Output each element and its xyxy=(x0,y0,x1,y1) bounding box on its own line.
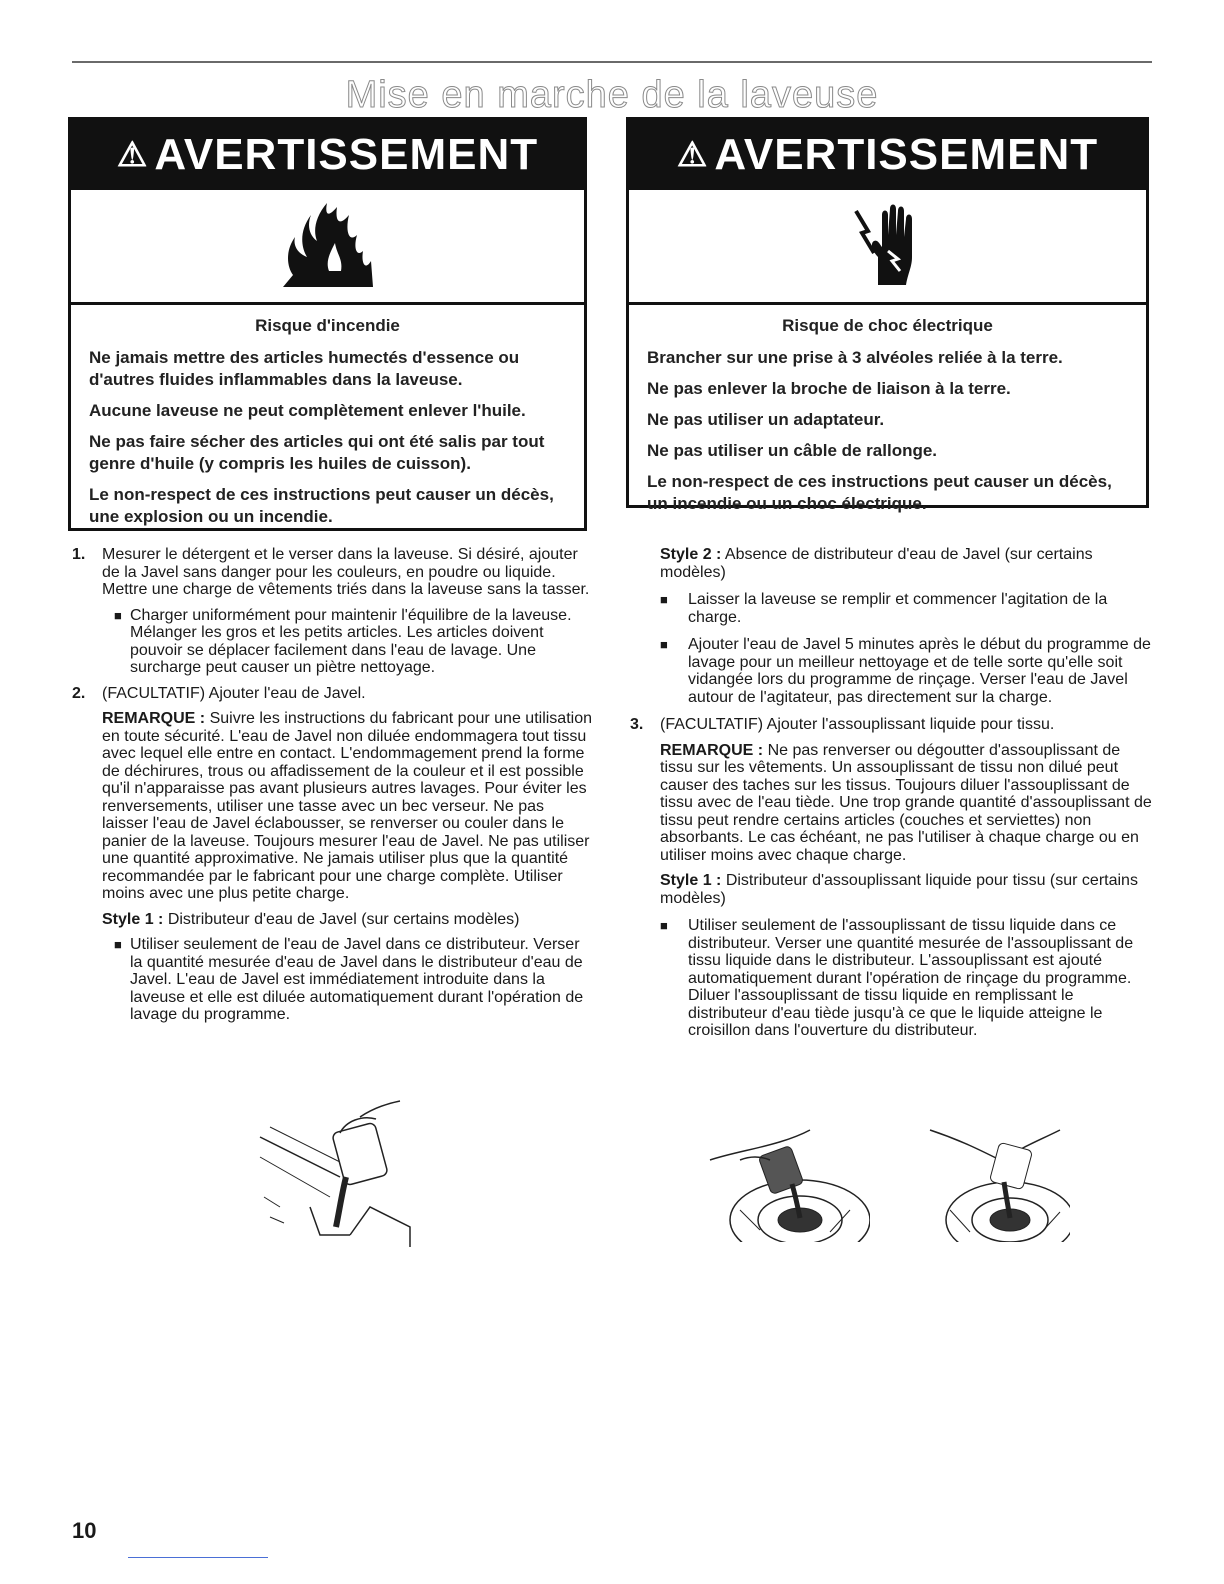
bullet-icon: ■ xyxy=(660,918,668,933)
bleach-dispenser-illustration xyxy=(250,1097,420,1247)
step-number: 3. xyxy=(630,716,644,733)
softener-dispenser-illustration-1 xyxy=(700,1120,870,1242)
bullet-text: Utiliser seulement de l'assouplissant de tissu liquide dans ce distributeur. Verser une quantité mesurée de l'assouplissant de tissu liquide dans le distributeur. L'assouplissant est ajouté automatiquement durant l'opération de rinçage du programme. Diluer l'assouplissant de tissu liquide en remplissant le distributeur d'eau tiède jusqu'à ce que le liquide atteigne le croisillon dans l'ouverture du distributeur. xyxy=(688,917,1134,1039)
style-label: Style 1 : xyxy=(102,910,164,928)
bullet-icon: ■ xyxy=(660,637,668,652)
page-number: 10 xyxy=(72,1518,97,1543)
warning-body xyxy=(71,305,584,547)
warning-subtitle: Risque de choc électrique xyxy=(782,316,993,335)
bullet-text: Ajouter l'eau de Javel 5 minutes après le début du programme de lavage pour un meilleur nettoyage et de telle sorte qu'elle soit vidangée lors du programme de rinçage. Verser l'eau de Javel autour de l'agitateur, pas directement sur la charge. xyxy=(688,636,1151,706)
list-item xyxy=(630,591,1155,626)
warning-header-label: AVERTISSEMENT xyxy=(714,130,1099,179)
warning-header-label: AVERTISSEMENT xyxy=(154,130,539,179)
bullet-icon: ■ xyxy=(114,937,122,952)
warning-line: Aucune laveuse ne peut complètement enlever l'huile. xyxy=(89,401,526,420)
warning-line: Ne pas faire sécher des articles qui ont été salis par tout genre d'huile (y compris les huiles de cuisson). xyxy=(89,432,545,473)
warning-header xyxy=(71,120,584,190)
page-title: Mise en marche de la laveuse xyxy=(345,74,879,116)
top-rule xyxy=(72,61,1152,63)
warning-line: Ne pas utiliser un câble de rallonge. xyxy=(647,441,938,460)
step-text: Mesurer le détergent et le verser dans la laveuse. Si désiré, ajouter de la Javel sans danger pour les couleurs, en poudre ou liquide. Mettre une charge de vêtements triés dans la laveuse sans la tasser. xyxy=(102,546,590,598)
bullet-icon: ■ xyxy=(660,592,668,607)
note-text: Suivre les instructions du fabricant pour une utilisation en toute sécurité. L'eau de Javel non diluée endommagera tout tissu avec lequel elle entre en contact. L'endommagement prend la forme de déchirures, trous ou affadissement de la couleur et il est possible qu'il n'apparaisse pas avant plusieurs autres lavages. Pour éviter les renversements, utiliser une tasse avec un bec verseur. Ne pas laisser l'eau de Javel éclabousser, se renverser ou couler dans le panier de la laveuse. Toujours mesurer l'eau de Javel. Ne pas utiliser une quantité approximative. Ne jamais utiliser plus que la quantité recommandée par le fabricant pour une charge complète. Utiliser moins avec une plus petite charge. xyxy=(102,710,592,902)
right-column xyxy=(630,546,1155,1040)
warning-box-electric xyxy=(626,117,1149,513)
left-column xyxy=(72,546,594,1024)
warning-box-fire xyxy=(68,117,587,531)
warning-subtitle: Risque d'incendie xyxy=(255,316,400,335)
note-label: REMARQUE : xyxy=(102,710,206,727)
step-number: 2. xyxy=(72,684,86,702)
list-item xyxy=(630,917,1155,1040)
step-number: 1. xyxy=(72,546,86,563)
softener-dispenser-illustration-2 xyxy=(920,1120,1070,1242)
warning-triangle-icon: ⚠ xyxy=(116,136,149,174)
step-1 xyxy=(72,546,594,599)
bullet-text: Charger uniformément pour maintenir l'équilibre de la laveuse. Mélanger les gros et les petits articles. Les articles doivent pouvoir se déplacer facilement dans l'eau de lavage. Une surcharge peut causer un piètre nettoyage. xyxy=(130,606,572,676)
list-item xyxy=(72,607,594,677)
style-text: Distributeur d'eau de Javel (sur certains modèles) xyxy=(167,910,520,928)
warning-line: Brancher sur une prise à 3 alvéoles reliée à la terre. xyxy=(647,348,1063,367)
style-line xyxy=(72,911,594,929)
list-item xyxy=(630,636,1155,706)
fire-icon xyxy=(71,190,584,305)
style-text: Absence de distributeur d'eau de Javel (sur certains modèles) xyxy=(660,546,1093,581)
step-text: (FACULTATIF) Ajouter l'eau de Javel. xyxy=(102,684,366,702)
style-label: Style 1 : xyxy=(660,872,722,889)
warning-line: Ne pas utiliser un adaptateur. xyxy=(647,410,885,429)
style-label: Style 2 : xyxy=(660,546,722,563)
style-text: Distributeur d'assouplissant liquide pour tissu (sur certains modèles) xyxy=(660,872,1138,907)
warning-triangle-icon: ⚠ xyxy=(676,136,709,174)
warning-line: Ne pas enlever la broche de liaison à la terre. xyxy=(647,379,1011,398)
note xyxy=(72,710,594,903)
step-3 xyxy=(630,716,1155,734)
step-2 xyxy=(72,685,594,703)
bullet-text: Utiliser seulement de l'eau de Javel dans ce distributeur. Verser la quantité mesurée d'eau de Javel dans le distributeur d'eau de Javel. L'eau de Javel est immédiatement introduite dans la laveuse et elle est diluée automatiquement durant l'opération de lavage du programme. xyxy=(130,936,584,1023)
warning-body xyxy=(629,305,1146,534)
bullet-icon: ■ xyxy=(114,607,122,623)
note-label: REMARQUE : xyxy=(660,741,764,759)
style-line xyxy=(630,872,1155,907)
warning-header xyxy=(629,120,1146,190)
warning-line: Le non-respect de ces instructions peut causer un décès, un incendie ou un choc électrique. xyxy=(647,472,1112,513)
style-line xyxy=(630,546,1155,581)
footer-link-underline xyxy=(128,1557,268,1558)
electric-shock-hand-icon xyxy=(629,190,1146,305)
bullet-text: Laisser la laveuse se remplir et commencer l'agitation de la charge. xyxy=(688,591,1108,626)
warning-line: Le non-respect de ces instructions peut causer un décès, une explosion ou un incendie. xyxy=(89,485,554,526)
step-text: (FACULTATIF) Ajouter l'assouplissant liquide pour tissu. xyxy=(660,716,1055,733)
note-text: Ne pas renverser ou dégoutter d'assouplissant de tissu sur les vêtements. Un assouplissant de tissu non dilué peut causer des taches sur les tissus. Toujours diluer l'assouplissant de tissu avec de l'eau tiède. Une trop grande quantité d'assouplissant de tissu peut rendre certains articles (couches et serviettes) non absorbants. Le cas échéant, ne pas l'utiliser à chaque charge ou en utiliser moins avec chaque charge. xyxy=(660,741,1152,864)
note xyxy=(630,742,1155,865)
warning-line: Ne jamais mettre des articles humectés d'essence ou d'autres fluides inflammables dans la laveuse. xyxy=(89,348,520,389)
list-item xyxy=(72,936,594,1024)
